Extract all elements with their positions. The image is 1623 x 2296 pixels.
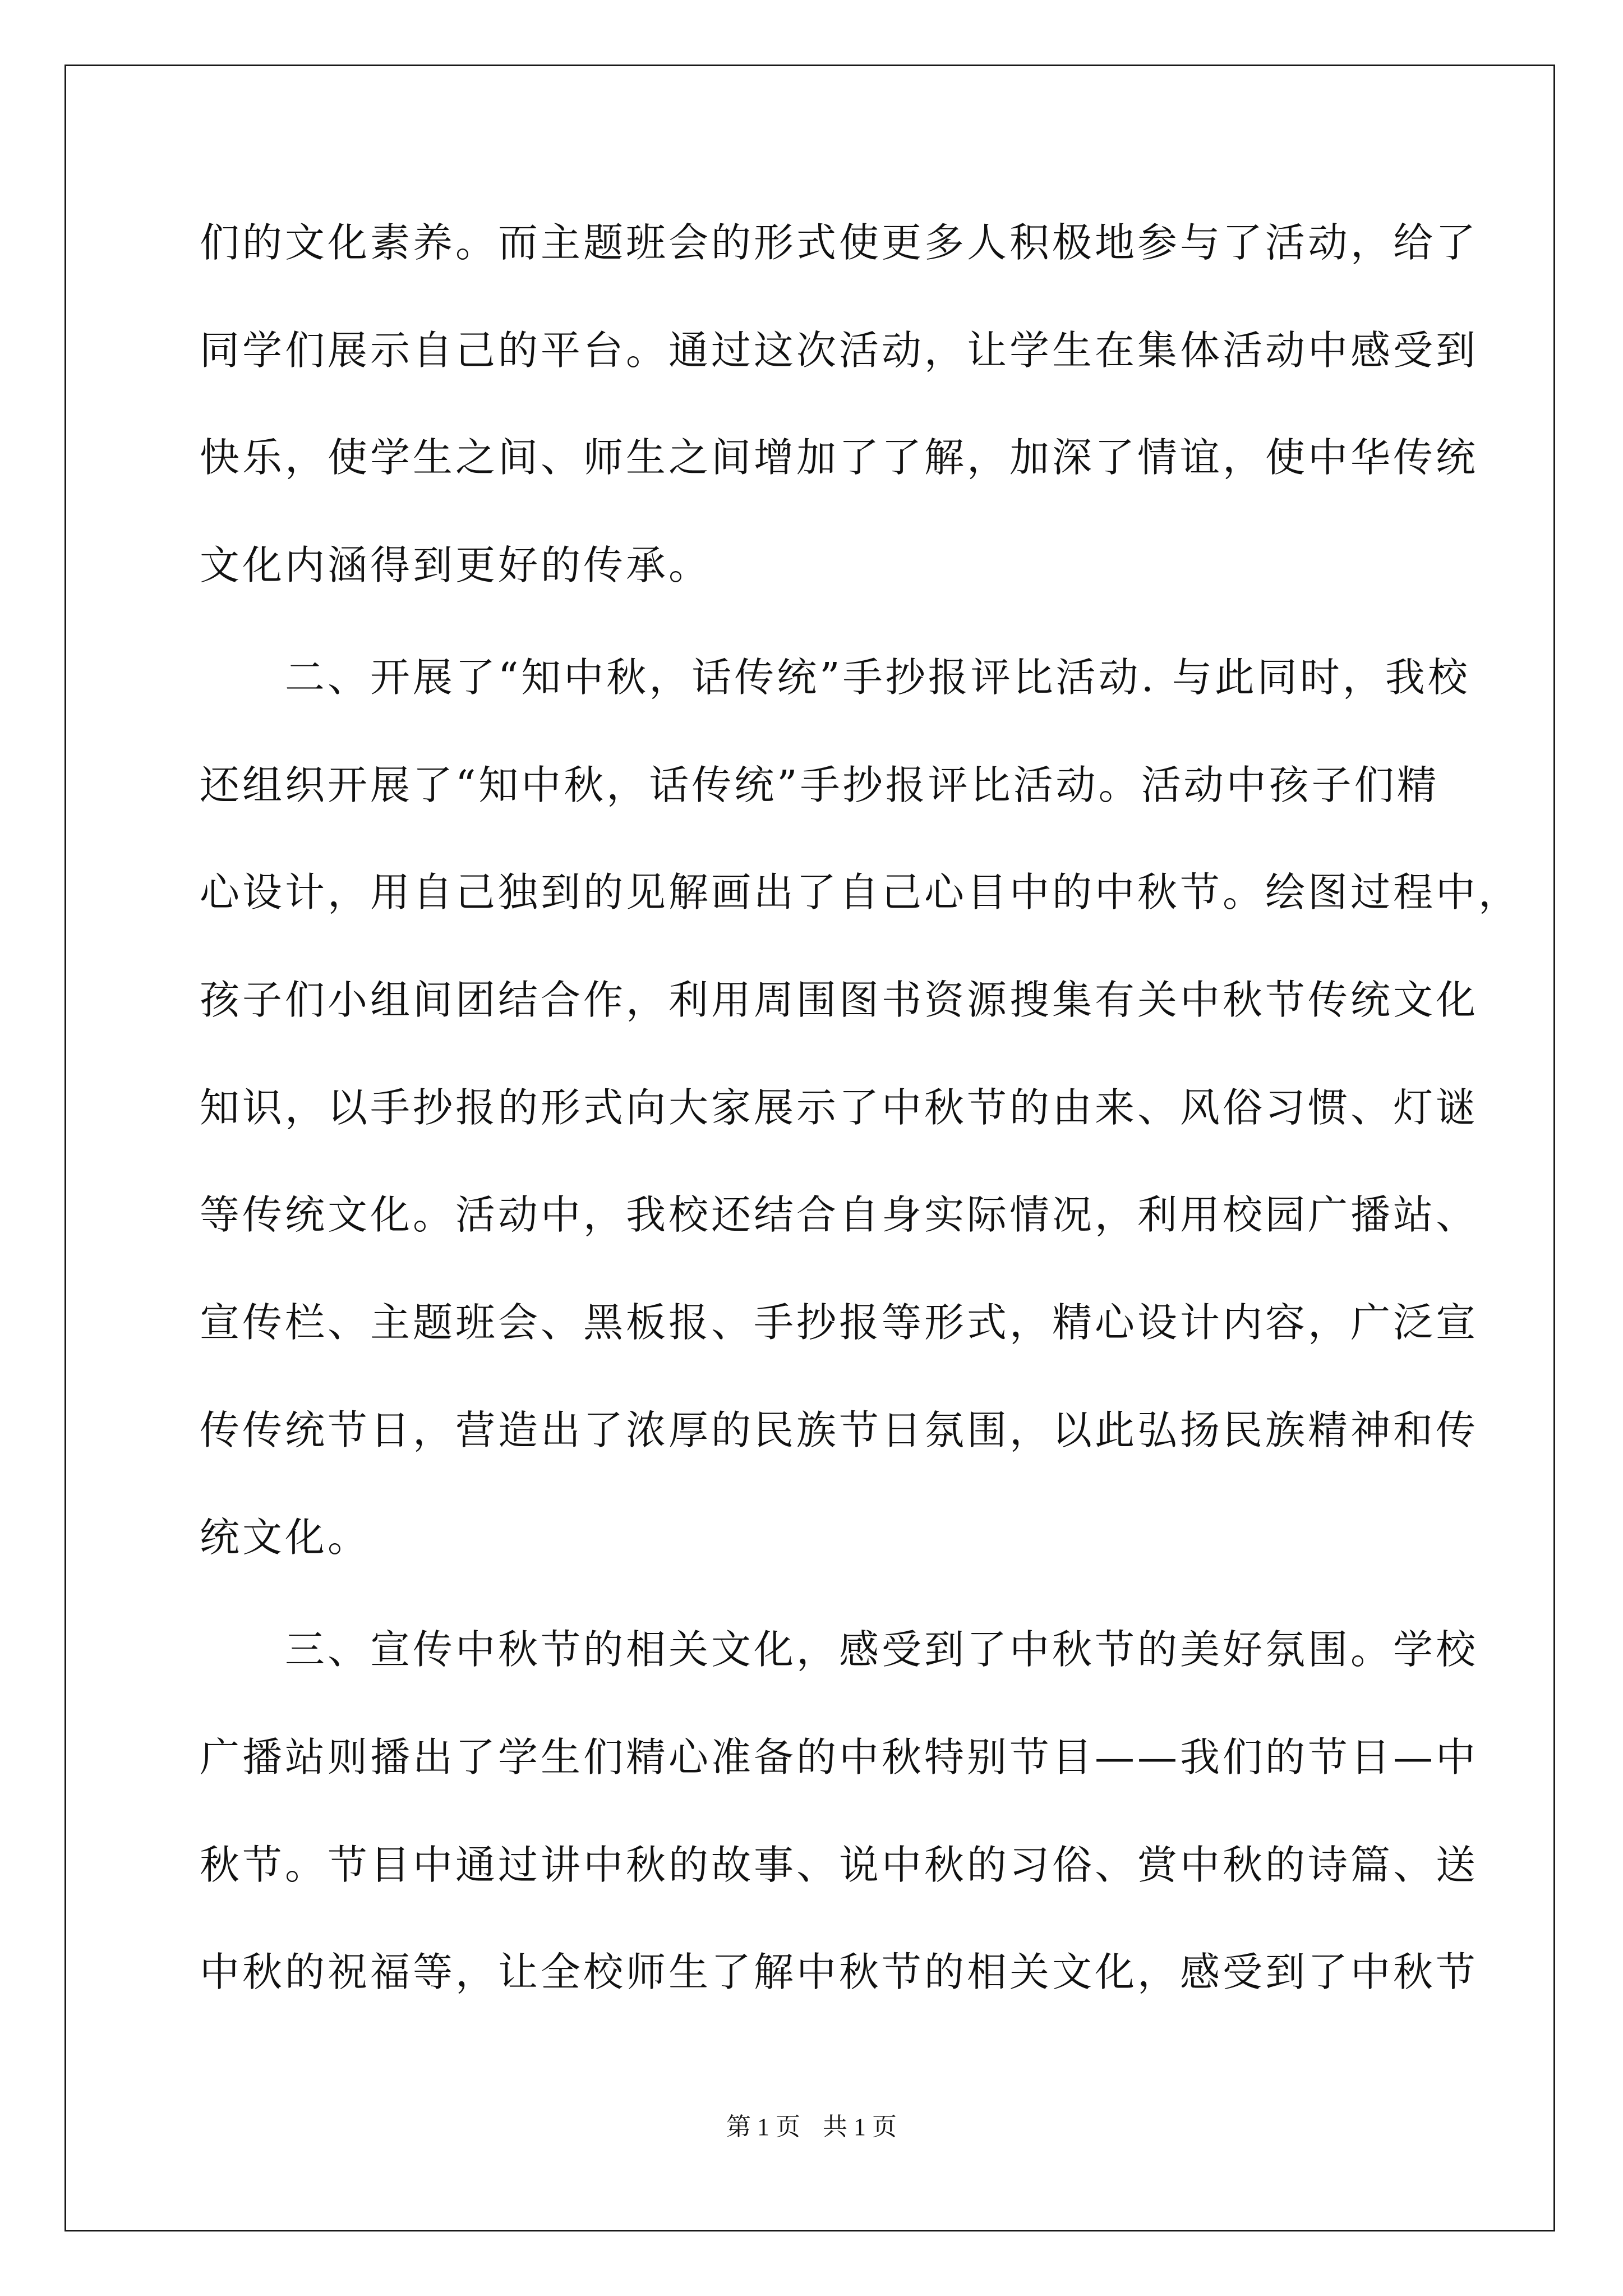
paragraph-start-line: 二、开展了“知中秋，话传统”手抄报评比活动. 与此同时，我校 (200, 654, 1470, 701)
text-line: 同学们展示自己的平台。通过这次活动，让学生在集体活动中感受到 (200, 327, 1479, 374)
page-footer (0, 2106, 1623, 2142)
text-line: 文化内涵得到更好的传承。 (200, 542, 712, 588)
text-line: 宣传栏、主题班会、黑板报、手抄报等形式，精心设计内容，广泛宣 (200, 1299, 1479, 1346)
paragraph-start-line: 三、宣传中秋节的相关文化，感受到了中秋节的美好氛围。学校 (200, 1626, 1479, 1673)
text-line: 心设计，用自己独到的见解画出了自己心目中的中秋节。绘图过程中， (200, 869, 1521, 915)
text-line: 们的文化素养。而主题班会的形式使更多人积极地参与了活动，给了 (200, 219, 1479, 266)
text-line: 还组织开展了“知中秋，话传统”手抄报评比活动。活动中孩子们精 (200, 762, 1440, 808)
text-line: 知识，以手抄报的形式向大家展示了中秋节的由来、风俗习惯、灯谜 (200, 1084, 1479, 1131)
text-line: 秋节。节目中通过讲中秋的故事、说中秋的习俗、赏中秋的诗篇、送 (200, 1842, 1479, 1888)
text-line: 等传统文化。活动中，我校还结合自身实际情况，利用校园广播站、 (200, 1191, 1479, 1238)
text-line: 传传统节日，营造出了浓厚的民族节日氛围，以此弘扬民族精神和传 (200, 1407, 1479, 1453)
page-border (64, 65, 1555, 2231)
text-line: 广播站则播出了学生们精心准备的中秋特别节目——我们的节日—中 (200, 1734, 1479, 1780)
page-number: 第 1 页 (726, 2113, 800, 2141)
text-line: 孩子们小组间团结合作，利用周围图书资源搜集有关中秋节传统文化 (200, 977, 1479, 1023)
text-line: 统文化。 (200, 1514, 371, 1561)
text-line: 快乐，使学生之间、师生之间增加了了解，加深了情谊，使中华传统 (200, 434, 1479, 481)
page-total: 共 1 页 (823, 2113, 897, 2141)
text-line: 中秋的祝福等，让全校师生了解中秋节的相关文化，感受到了中秋节 (200, 1949, 1479, 1995)
